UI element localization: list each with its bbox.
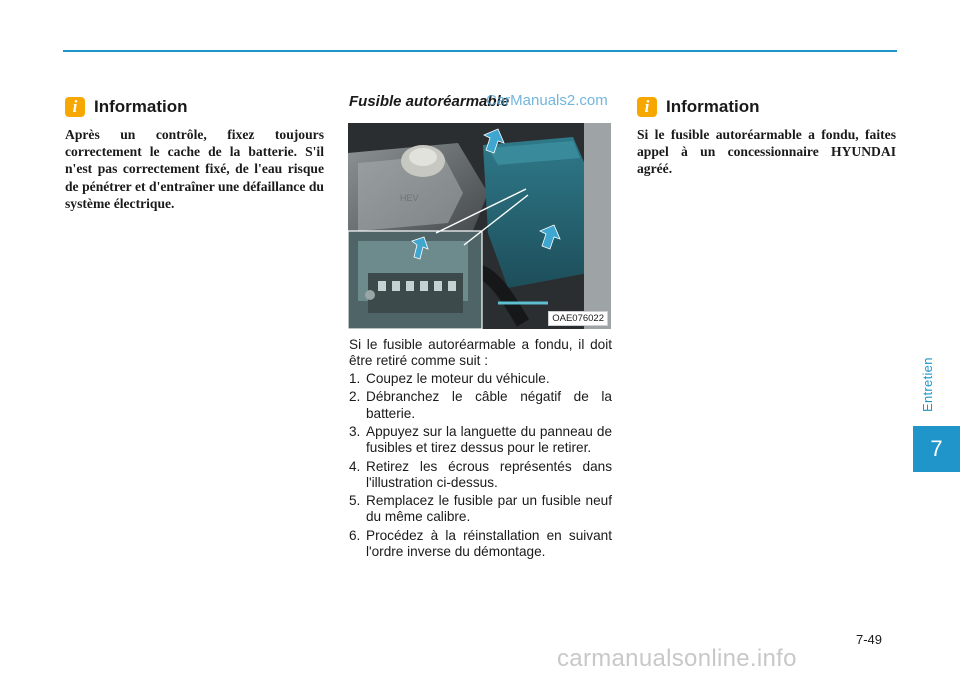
step-text: Débranchez le câble négatif de la batterie.	[366, 389, 612, 421]
list-item	[349, 371, 612, 387]
image-code: OAE076022	[548, 311, 608, 326]
step-number: 3.	[349, 423, 361, 439]
step-number: 4.	[349, 458, 361, 474]
watermark-text: CarManuals2.com	[486, 92, 608, 109]
site-watermark: carmanualsonline.info	[557, 645, 797, 672]
fuse-box-photo	[348, 123, 611, 329]
page-number: 7-49	[856, 632, 883, 647]
info-icon: i	[65, 97, 85, 117]
list-item	[349, 528, 612, 560]
step-number: 6.	[349, 527, 361, 543]
section-title: Fusible autoréarmable	[349, 93, 510, 110]
list-item	[349, 459, 612, 491]
steps-list	[349, 371, 612, 562]
list-item	[349, 493, 612, 525]
hev-label: HEV	[400, 193, 419, 203]
step-number: 1.	[349, 371, 361, 386]
intro-text: Si le fusible autoréarmable a fondu, il doit être retiré comme suit :	[349, 337, 612, 369]
step-text: Retirez les écrous représentés dans l'illustration ci-dessus.	[366, 458, 612, 490]
step-number: 2.	[349, 389, 361, 405]
step-text: Remplacez le fusible par un fusible neuf du même calibre.	[366, 493, 612, 525]
step-number: 5.	[349, 493, 361, 509]
step-text: Procédez à la réinstallation en suivant l'ordre inverse du démontage.	[366, 527, 612, 559]
list-item	[349, 389, 612, 421]
list-item	[349, 424, 612, 456]
chapter-tab: 7	[913, 426, 960, 472]
left-info-header	[65, 97, 188, 117]
info-icon: i	[637, 97, 657, 117]
chapter-label: Entretien	[920, 357, 935, 413]
right-info-title: Information	[666, 97, 760, 116]
right-info-body: Si le fusible autoréarmable a fondu, faites appel à un concessionnaire HYUNDAI agréé.	[637, 127, 896, 177]
step-text: Appuyez sur la languette du panneau de fusibles et tirez dessus pour le retirer.	[366, 423, 612, 456]
step-text: Coupez le moteur du véhicule.	[366, 371, 550, 386]
left-info-title: Information	[94, 97, 188, 116]
left-info-body: Après un contrôle, fixez toujours correctement le cache de la batterie. S'il n'est pas correctement fixé, de l'eau risque de pénétrer et d'entraîner une défaillance du système électrique.	[65, 127, 324, 211]
engine-bay-illustration	[348, 123, 611, 329]
top-rule	[63, 50, 897, 52]
right-info-header	[637, 97, 760, 117]
